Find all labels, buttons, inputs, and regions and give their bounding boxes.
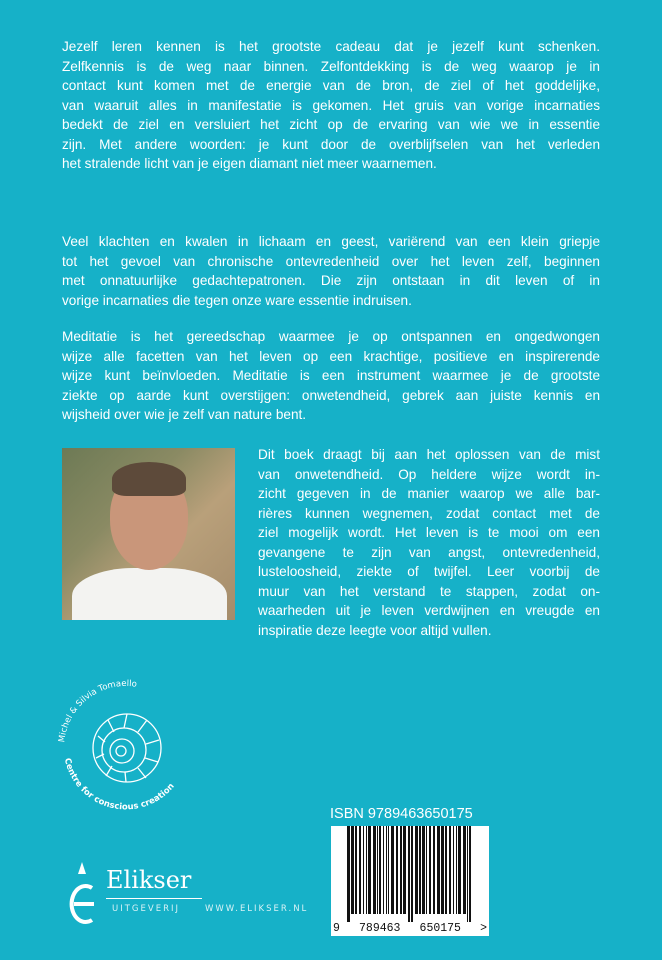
barcode-digits: 789463 bbox=[359, 922, 401, 935]
barcode-bar bbox=[449, 826, 451, 914]
text-line: ziekte op aarde kunt overstijgen: onwetendheid, gebrek aan juiste kennis en bbox=[62, 387, 600, 403]
barcode-digits: > bbox=[480, 922, 487, 935]
text-line: inspiratie deze leegte voor altijd vullen. bbox=[258, 622, 492, 638]
barcode-bar bbox=[373, 826, 376, 914]
barcode-bar bbox=[403, 826, 406, 914]
logo-top-text: Michel & Silvia Tomaello bbox=[57, 678, 138, 744]
svg-text:Centre for conscious creation bbox=[62, 757, 177, 812]
paragraph-intro bbox=[62, 37, 600, 174]
text-line: ziel mogelijk wordt. Het leven is te mooi om een bbox=[258, 525, 600, 540]
barcode-bar bbox=[363, 826, 364, 914]
barcode-bar bbox=[359, 826, 361, 914]
publisher-subtitle: UITGEVERIJ bbox=[112, 904, 180, 914]
text-line: gevangene te zijn van angst, ontevredenheid, bbox=[258, 544, 600, 560]
barcode-bar bbox=[469, 826, 471, 922]
publisher-url[interactable]: WWW.ELIKSER.NL bbox=[205, 904, 309, 914]
barcode-bar bbox=[388, 826, 389, 914]
barcode-bar bbox=[445, 826, 447, 914]
barcode-bar bbox=[429, 826, 431, 914]
text-line: waarheden uit je leven verdwijnen en vreugde en bbox=[258, 603, 600, 618]
text-line: vorige incarnaties die tegen onze ware essentie indruisen. bbox=[62, 292, 412, 308]
text-line: wijze kunt beïnvloeden. Meditatie is een instrument waarmee je de grootste bbox=[62, 368, 600, 383]
publisher-logo bbox=[62, 860, 322, 930]
text-line: zicht gegeven in de manier waarop we alle bar- bbox=[258, 486, 600, 501]
text-line: het stralende licht van je eigen diamant niet meer waarnemen. bbox=[62, 156, 437, 171]
barcode-bar bbox=[379, 826, 381, 914]
barcode-bar bbox=[366, 826, 367, 914]
barcode-bar bbox=[426, 826, 427, 914]
barcode-bar bbox=[441, 826, 444, 914]
text-line: Dit boek draagt bij aan het oplossen van de mist bbox=[258, 447, 600, 462]
barcode-bar bbox=[351, 826, 354, 914]
barcode bbox=[331, 826, 489, 936]
text-line: muur van het verstand te stappen, zodat on- bbox=[258, 583, 600, 599]
barcode-bar bbox=[347, 826, 350, 922]
logo-bottom-text: Centre for conscious creation bbox=[61, 757, 177, 813]
barcode-bar bbox=[408, 826, 410, 922]
barcode-bar bbox=[463, 826, 466, 914]
barcode-bar bbox=[396, 826, 398, 914]
barcode-digits: 650175 bbox=[419, 922, 461, 935]
svg-text:Michel & Silvia Tomaello bbox=[57, 679, 137, 743]
text-line: van waaruit alles in manifestatie is gekomen. Het gruis van vorige incarnaties bbox=[62, 97, 600, 113]
text-line: van onwetendheid. Op heldere wijze wordt in- bbox=[258, 466, 600, 482]
text-line: Jezelf leren kennen is het grootste cadeau dat je jezelf kunt schenken. bbox=[62, 39, 600, 54]
barcode-bar bbox=[458, 826, 461, 914]
text-line: Meditatie is het gereedschap waarmee je op ontspannen en ongedwongen bbox=[62, 329, 600, 344]
barcode-bar bbox=[391, 826, 394, 914]
barcode-bar bbox=[377, 826, 378, 914]
barcode-bar bbox=[355, 826, 357, 914]
text-line: Zelfkennis is de weg naar binnen. Zelfontdekking is de weg waarop je in bbox=[62, 58, 600, 74]
text-line: lusteloosheid, ziekte of twijfel. Leer voorbij de bbox=[258, 564, 600, 579]
barcode-bar bbox=[383, 826, 384, 914]
barcode-bar bbox=[415, 826, 418, 914]
barcode-bar bbox=[433, 826, 435, 914]
barcode-bar bbox=[422, 826, 425, 914]
author-photo bbox=[62, 448, 235, 620]
barcode-bar bbox=[411, 826, 413, 922]
text-line: tot het gevoel van chronische ontevredenheid over het leven zelf, beginnen bbox=[62, 253, 600, 269]
barcode-digits: 9 bbox=[333, 922, 340, 935]
text-line: zijn. Met andere woorden: je kunt door de overblijfselen van het verleden bbox=[62, 136, 600, 152]
paragraph-meditation bbox=[62, 327, 600, 425]
barcode-bar bbox=[368, 826, 371, 914]
barcode-bar bbox=[400, 826, 402, 914]
barcode-bar bbox=[437, 826, 440, 914]
paragraph-book bbox=[258, 445, 600, 640]
publisher-name: Elikser bbox=[106, 866, 192, 894]
barcode-bars bbox=[347, 826, 473, 922]
barcode-bar bbox=[386, 826, 387, 914]
text-line: contact kunt komen met de energie van de bron, de ziel of het goddelijke, bbox=[62, 78, 600, 93]
barcode-bar bbox=[453, 826, 454, 914]
barcode-bar bbox=[467, 826, 468, 922]
text-line: Veel klachten en kwalen in lichaam en geest, variërend van een klein griepje bbox=[62, 234, 600, 249]
nautilus-shell-icon bbox=[93, 714, 161, 782]
centre-logo bbox=[48, 676, 198, 826]
elikser-emblem-icon bbox=[62, 860, 102, 930]
barcode-bar bbox=[419, 826, 421, 914]
text-line: rières kunnen wegnemen, zodat contact met de bbox=[258, 505, 600, 521]
barcode-bar bbox=[456, 826, 457, 914]
text-line: bedekt de ziel en versluiert het zicht op de ervaring van wie we in essentie bbox=[62, 117, 600, 132]
text-line: met onnatuurlijke gedachtepatronen. Die zijn ontstaan in dit leven of in bbox=[62, 273, 600, 288]
text-line: wijsheid over wie je zelf van nature bent. bbox=[62, 407, 307, 422]
isbn-label: ISBN 9789463650175 bbox=[330, 806, 473, 822]
paragraph-complaints bbox=[62, 232, 600, 310]
text-line: wijze alle facetten van het leven op een krachtige, positieve en inspirerende bbox=[62, 348, 600, 364]
